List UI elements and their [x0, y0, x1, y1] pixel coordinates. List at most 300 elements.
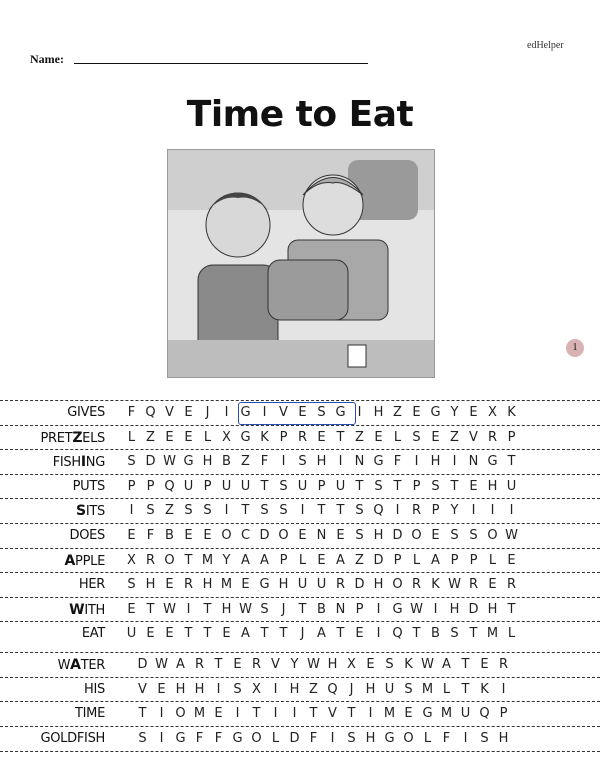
- grid-letter[interactable]: A: [317, 626, 326, 642]
- grid-letter[interactable]: J: [205, 405, 210, 420]
- grid-letter[interactable]: I: [376, 626, 381, 642]
- grid-letter[interactable]: T: [393, 478, 402, 494]
- grid-letter[interactable]: T: [336, 429, 345, 445]
- grid-letter[interactable]: F: [146, 528, 155, 543]
- grid-letter[interactable]: G: [259, 577, 270, 593]
- grid-letter[interactable]: I: [330, 730, 335, 746]
- grid-letter[interactable]: N: [335, 601, 346, 617]
- grid-letter[interactable]: S: [127, 454, 136, 470]
- grid-letter[interactable]: K: [431, 577, 440, 593]
- letter-row: [122, 528, 521, 543]
- grid-letter[interactable]: F: [127, 405, 136, 420]
- target-word: PUTS: [72, 478, 105, 494]
- grid-letter[interactable]: G: [430, 405, 441, 420]
- grid-letter[interactable]: I: [490, 503, 495, 519]
- grid-letter[interactable]: I: [501, 681, 506, 697]
- grid-letter[interactable]: F: [442, 730, 451, 746]
- grid-letter[interactable]: T: [203, 626, 212, 642]
- grid-letter[interactable]: T: [146, 601, 155, 617]
- grid-letter[interactable]: S: [374, 478, 383, 494]
- grid-letter[interactable]: W: [239, 601, 252, 617]
- grid-letter[interactable]: G: [392, 601, 403, 617]
- grid-letter[interactable]: E: [355, 626, 364, 642]
- grid-letter[interactable]: H: [487, 478, 498, 494]
- grid-letter[interactable]: Y: [290, 657, 299, 672]
- grid-letter[interactable]: S: [431, 478, 440, 494]
- grid-letter[interactable]: Z: [355, 429, 364, 445]
- grid-letter[interactable]: T: [507, 454, 516, 470]
- grid-letter[interactable]: O: [392, 577, 403, 593]
- grid-letter[interactable]: P: [393, 552, 402, 568]
- target-word: GOLDFISH: [40, 730, 105, 746]
- grid-letter[interactable]: D: [259, 528, 270, 543]
- grid-letter[interactable]: E: [404, 706, 413, 722]
- grid-letter[interactable]: W: [163, 601, 176, 617]
- grid-letter[interactable]: P: [507, 429, 516, 445]
- grid-letter[interactable]: K: [260, 429, 269, 445]
- target-word: HER: [78, 577, 105, 593]
- grid-letter[interactable]: R: [297, 429, 308, 445]
- grid-letter[interactable]: M: [440, 706, 453, 722]
- grid-letter[interactable]: I: [186, 601, 191, 617]
- grid-letter[interactable]: P: [431, 503, 440, 519]
- grid-letter[interactable]: S: [203, 503, 212, 519]
- grid-letter[interactable]: R: [251, 657, 262, 672]
- grid-letter[interactable]: A: [431, 552, 440, 568]
- grid-letter[interactable]: E: [317, 552, 326, 568]
- grid-letter[interactable]: A: [241, 626, 250, 642]
- grid-letter[interactable]: S: [279, 503, 288, 519]
- name-field-line: [74, 63, 368, 64]
- grid-letter[interactable]: B: [222, 454, 231, 470]
- grid-letter[interactable]: V: [328, 706, 337, 722]
- grid-letter[interactable]: E: [488, 577, 497, 593]
- grid-letter[interactable]: O: [403, 730, 414, 746]
- grid-letter[interactable]: S: [298, 454, 307, 470]
- grid-letter[interactable]: P: [279, 552, 288, 568]
- grid-letter[interactable]: S: [412, 429, 421, 445]
- grid-letter[interactable]: W: [163, 454, 176, 470]
- grid-letter[interactable]: Y: [450, 503, 459, 519]
- grid-letter[interactable]: J: [300, 626, 305, 642]
- grid-letter[interactable]: H: [498, 730, 509, 746]
- grid-letter[interactable]: S: [279, 478, 288, 494]
- grid-letter[interactable]: U: [240, 478, 251, 494]
- grid-letter[interactable]: X: [127, 552, 136, 568]
- grid-letter[interactable]: W: [155, 657, 168, 672]
- grid-letter[interactable]: K: [507, 405, 516, 420]
- grid-letter[interactable]: W: [448, 577, 461, 593]
- grid-letter[interactable]: I: [292, 706, 297, 722]
- grid-letter[interactable]: E: [184, 429, 193, 445]
- grid-letter[interactable]: X: [488, 405, 497, 420]
- grid-letter[interactable]: Y: [222, 552, 231, 568]
- grid-letter[interactable]: H: [365, 681, 376, 697]
- grid-letter[interactable]: L: [203, 429, 212, 445]
- grid-letter[interactable]: P: [499, 706, 508, 722]
- grid-letter[interactable]: H: [221, 601, 232, 617]
- grid-letter[interactable]: T: [214, 657, 223, 672]
- grid-letter[interactable]: R: [498, 657, 509, 672]
- grid-letter[interactable]: H: [202, 454, 213, 470]
- grid-letter[interactable]: I: [129, 503, 134, 519]
- grid-letter[interactable]: G: [175, 730, 186, 746]
- grid-letter[interactable]: Z: [393, 405, 402, 420]
- grid-letter[interactable]: F: [195, 730, 204, 746]
- grid-letter[interactable]: T: [347, 706, 356, 722]
- grid-letter[interactable]: O: [175, 706, 186, 722]
- grid-letter[interactable]: H: [487, 601, 498, 617]
- grid-letter[interactable]: L: [271, 730, 280, 746]
- grid-letter[interactable]: I: [235, 706, 240, 722]
- grid-letter[interactable]: T: [317, 503, 326, 519]
- grid-letter[interactable]: V: [279, 405, 288, 420]
- grid-letter[interactable]: H: [316, 454, 327, 470]
- grid-letter[interactable]: H: [449, 601, 460, 617]
- grid-letter[interactable]: I: [509, 503, 514, 519]
- grid-letter[interactable]: D: [468, 601, 479, 617]
- grid-letter[interactable]: E: [203, 528, 212, 543]
- grid-letter[interactable]: D: [392, 528, 403, 543]
- grid-letter[interactable]: B: [317, 601, 326, 617]
- grid-letter[interactable]: E: [157, 681, 166, 697]
- grid-letter[interactable]: T: [450, 478, 459, 494]
- grid-letter[interactable]: R: [145, 552, 156, 568]
- grid-letter[interactable]: L: [442, 681, 451, 697]
- grid-letter[interactable]: I: [414, 454, 419, 470]
- grid-letter[interactable]: T: [203, 601, 212, 617]
- letter-row: [122, 626, 521, 641]
- grid-letter[interactable]: E: [374, 429, 383, 445]
- grid-letter[interactable]: E: [214, 706, 223, 722]
- grid-letter[interactable]: G: [232, 730, 243, 746]
- grid-letter[interactable]: I: [159, 706, 164, 722]
- grid-letter[interactable]: S: [317, 405, 326, 420]
- grid-letter[interactable]: R: [335, 577, 346, 593]
- grid-letter[interactable]: U: [297, 478, 308, 494]
- grid-letter[interactable]: I: [357, 405, 362, 420]
- name-label: Name:: [30, 52, 64, 66]
- grid-letter[interactable]: L: [127, 429, 136, 445]
- grid-letter[interactable]: M: [486, 626, 499, 642]
- grid-letter[interactable]: S: [355, 503, 364, 519]
- grid-letter[interactable]: T: [461, 657, 470, 672]
- target-word: GIVES: [67, 405, 105, 420]
- grid-letter[interactable]: I: [395, 503, 400, 519]
- grid-letter[interactable]: S: [355, 528, 364, 543]
- grid-letter[interactable]: K: [404, 657, 413, 672]
- grid-letter[interactable]: O: [278, 528, 289, 543]
- grid-letter[interactable]: E: [412, 405, 421, 420]
- grid-letter[interactable]: O: [411, 528, 422, 543]
- grid-letter[interactable]: T: [252, 706, 261, 722]
- grid-letter[interactable]: K: [480, 681, 489, 697]
- grid-letter[interactable]: H: [194, 681, 205, 697]
- grid-letter[interactable]: W: [421, 657, 434, 672]
- grid-letter[interactable]: U: [126, 626, 137, 642]
- grid-letter[interactable]: H: [202, 577, 213, 593]
- grid-letter[interactable]: P: [127, 478, 136, 494]
- grid-letter[interactable]: I: [224, 405, 229, 420]
- grid-letter[interactable]: T: [469, 626, 478, 642]
- grid-letter[interactable]: E: [222, 626, 231, 642]
- grid-letter[interactable]: W: [307, 657, 320, 672]
- grid-letter[interactable]: O: [487, 528, 498, 543]
- grid-letter[interactable]: B: [165, 528, 174, 543]
- grid-letter[interactable]: M: [193, 706, 206, 722]
- grid-letter[interactable]: G: [487, 454, 498, 470]
- grid-letter[interactable]: E: [431, 429, 440, 445]
- grid-letter[interactable]: A: [336, 552, 345, 568]
- grid-letter[interactable]: U: [297, 577, 308, 593]
- grid-letter[interactable]: Z: [146, 429, 155, 445]
- grid-letter[interactable]: L: [488, 552, 497, 568]
- grid-letter[interactable]: N: [316, 528, 327, 543]
- grid-letter[interactable]: S: [404, 681, 413, 697]
- grid-letter[interactable]: J: [349, 681, 354, 697]
- grid-letter[interactable]: R: [183, 577, 194, 593]
- grid-letter[interactable]: Q: [145, 405, 156, 420]
- grid-letter[interactable]: Z: [241, 454, 250, 470]
- grid-letter[interactable]: M: [383, 706, 396, 722]
- grid-letter[interactable]: I: [452, 454, 457, 470]
- grid-letter[interactable]: F: [260, 454, 269, 470]
- grid-letter[interactable]: S: [260, 601, 269, 617]
- grid-letter[interactable]: U: [335, 478, 346, 494]
- grid-letter[interactable]: U: [221, 478, 232, 494]
- grid-letter[interactable]: Q: [164, 478, 175, 494]
- grid-letter[interactable]: I: [262, 405, 267, 420]
- grid-letter[interactable]: E: [480, 657, 489, 672]
- letter-row: [122, 602, 521, 617]
- grid-letter[interactable]: T: [260, 478, 269, 494]
- grid-letter[interactable]: I: [216, 681, 221, 697]
- grid-letter[interactable]: T: [355, 478, 364, 494]
- grid-letter[interactable]: E: [127, 528, 136, 543]
- grid-letter[interactable]: T: [184, 626, 193, 642]
- grid-letter[interactable]: T: [138, 706, 147, 722]
- grid-letter[interactable]: I: [300, 503, 305, 519]
- grid-letter[interactable]: G: [240, 429, 251, 445]
- grid-letter[interactable]: L: [423, 730, 432, 746]
- grid-letter[interactable]: W: [410, 601, 423, 617]
- grid-letter[interactable]: Z: [355, 552, 364, 568]
- grid-letter[interactable]: E: [317, 429, 326, 445]
- grid-letter[interactable]: H: [430, 454, 441, 470]
- grid-letter[interactable]: H: [365, 730, 376, 746]
- grid-letter[interactable]: S: [233, 681, 242, 697]
- grid-letter[interactable]: R: [411, 503, 422, 519]
- grid-letter[interactable]: I: [368, 706, 373, 722]
- grid-letter[interactable]: X: [347, 657, 356, 672]
- grid-letter[interactable]: I: [463, 730, 468, 746]
- grid-letter[interactable]: Z: [450, 429, 459, 445]
- grid-letter[interactable]: G: [384, 730, 395, 746]
- grid-letter[interactable]: N: [468, 454, 479, 470]
- grid-letter[interactable]: E: [469, 405, 478, 420]
- grid-letter[interactable]: S: [138, 730, 147, 746]
- grid-letter[interactable]: T: [336, 626, 345, 642]
- grid-letter[interactable]: G: [240, 405, 251, 420]
- grid-letter[interactable]: U: [506, 478, 517, 494]
- grid-letter[interactable]: I: [471, 503, 476, 519]
- grid-letter[interactable]: I: [433, 601, 438, 617]
- grid-letter[interactable]: E: [184, 405, 193, 420]
- grid-letter[interactable]: X: [252, 681, 261, 697]
- grid-letter[interactable]: R: [194, 657, 205, 672]
- grid-letter[interactable]: M: [421, 681, 434, 697]
- grid-letter[interactable]: I: [281, 454, 286, 470]
- grid-letter[interactable]: T: [184, 552, 193, 568]
- grid-letter[interactable]: E: [336, 528, 345, 543]
- grid-letter[interactable]: T: [507, 601, 516, 617]
- grid-letter[interactable]: O: [164, 552, 175, 568]
- grid-letter[interactable]: Q: [327, 681, 338, 697]
- grid-letter[interactable]: I: [273, 681, 278, 697]
- grid-letter[interactable]: V: [165, 405, 174, 420]
- grid-letter[interactable]: D: [137, 657, 148, 672]
- grid-letter[interactable]: A: [442, 657, 451, 672]
- grid-letter[interactable]: S: [347, 730, 356, 746]
- grid-letter[interactable]: E: [469, 478, 478, 494]
- grid-letter[interactable]: E: [233, 657, 242, 672]
- grid-letter[interactable]: A: [260, 552, 269, 568]
- grid-letter[interactable]: A: [176, 657, 185, 672]
- grid-letter[interactable]: E: [165, 429, 174, 445]
- grid-letter[interactable]: S: [450, 626, 459, 642]
- grid-letter[interactable]: S: [469, 528, 478, 543]
- grid-letter[interactable]: P: [355, 601, 364, 617]
- grid-letter[interactable]: H: [145, 577, 156, 593]
- grid-letter[interactable]: E: [298, 405, 307, 420]
- grid-letter[interactable]: F: [214, 730, 223, 746]
- grid-letter[interactable]: I: [159, 730, 164, 746]
- grid-letter[interactable]: H: [289, 681, 300, 697]
- grid-letter[interactable]: T: [298, 601, 307, 617]
- grid-letter[interactable]: T: [241, 503, 250, 519]
- grid-letter[interactable]: H: [373, 528, 384, 543]
- grid-letter[interactable]: H: [373, 577, 384, 593]
- grid-letter[interactable]: A: [241, 552, 250, 568]
- grid-letter[interactable]: R: [487, 429, 498, 445]
- grid-letter[interactable]: V: [138, 681, 147, 697]
- grid-letter[interactable]: U: [316, 577, 327, 593]
- grid-letter[interactable]: Z: [165, 503, 174, 519]
- grid-letter[interactable]: X: [222, 429, 231, 445]
- grid-letter[interactable]: V: [469, 429, 478, 445]
- grid-letter[interactable]: M: [201, 552, 214, 568]
- grid-letter[interactable]: S: [450, 528, 459, 543]
- grid-letter[interactable]: T: [260, 626, 269, 642]
- grid-letter[interactable]: G: [422, 706, 433, 722]
- grid-letter[interactable]: S: [385, 657, 394, 672]
- grid-letter[interactable]: U: [460, 706, 471, 722]
- grid-letter[interactable]: S: [184, 503, 193, 519]
- grid-letter[interactable]: Z: [309, 681, 318, 697]
- grid-letter[interactable]: G: [373, 454, 384, 470]
- grid-letter[interactable]: T: [461, 681, 470, 697]
- grid-letter[interactable]: S: [146, 503, 155, 519]
- grid-letter[interactable]: D: [373, 552, 384, 568]
- grid-letter[interactable]: H: [278, 577, 289, 593]
- grid-letter[interactable]: R: [468, 577, 479, 593]
- grid-letter[interactable]: I: [224, 503, 229, 519]
- grid-letter[interactable]: G: [335, 405, 346, 420]
- grid-letter[interactable]: Y: [450, 405, 459, 420]
- grid-letter[interactable]: P: [450, 552, 459, 568]
- grid-letter[interactable]: T: [336, 503, 345, 519]
- grid-letter[interactable]: E: [507, 552, 516, 568]
- grid-letter[interactable]: P: [279, 429, 288, 445]
- grid-letter[interactable]: T: [279, 626, 288, 642]
- grid-letter[interactable]: R: [411, 577, 422, 593]
- grid-letter[interactable]: U: [384, 681, 395, 697]
- grid-letter[interactable]: B: [431, 626, 440, 642]
- grid-letter[interactable]: L: [412, 552, 421, 568]
- grid-letter[interactable]: E: [184, 528, 193, 543]
- grid-letter[interactable]: D: [145, 454, 156, 470]
- grid-letter[interactable]: E: [298, 528, 307, 543]
- grid-letter[interactable]: E: [366, 657, 375, 672]
- grid-letter[interactable]: J: [281, 601, 286, 617]
- grid-letter[interactable]: O: [251, 730, 262, 746]
- grid-letter[interactable]: P: [317, 478, 326, 494]
- grid-letter[interactable]: S: [127, 577, 136, 593]
- grid-letter[interactable]: G: [183, 454, 194, 470]
- grid-letter[interactable]: I: [338, 454, 343, 470]
- grid-letter[interactable]: P: [469, 552, 478, 568]
- grid-letter[interactable]: I: [273, 706, 278, 722]
- grid-letter[interactable]: M: [220, 577, 233, 593]
- grid-letter[interactable]: F: [309, 730, 318, 746]
- grid-letter[interactable]: D: [289, 730, 300, 746]
- grid-letter[interactable]: T: [412, 626, 421, 642]
- grid-letter[interactable]: Q: [373, 503, 384, 519]
- grid-letter[interactable]: W: [505, 528, 518, 543]
- grid-letter[interactable]: C: [240, 528, 251, 543]
- grid-letter[interactable]: S: [260, 503, 269, 519]
- grid-letter[interactable]: L: [393, 429, 402, 445]
- grid-letter[interactable]: P: [203, 478, 212, 494]
- grid-letter[interactable]: H: [175, 681, 186, 697]
- grid-letter[interactable]: I: [376, 601, 381, 617]
- grid-letter[interactable]: E: [431, 528, 440, 543]
- grid-letter[interactable]: E: [241, 577, 250, 593]
- grid-letter[interactable]: U: [183, 478, 194, 494]
- grid-letter[interactable]: V: [271, 657, 280, 672]
- grid-letter[interactable]: P: [146, 478, 155, 494]
- grid-letter[interactable]: H: [327, 657, 338, 672]
- grid-letter[interactable]: N: [354, 454, 365, 470]
- grid-letter[interactable]: Q: [392, 626, 403, 642]
- grid-letter[interactable]: T: [309, 706, 318, 722]
- grid-letter[interactable]: E: [165, 626, 174, 642]
- grid-letter[interactable]: L: [507, 626, 516, 642]
- grid-letter[interactable]: Q: [479, 706, 490, 722]
- grid-letter[interactable]: F: [393, 454, 402, 470]
- grid-letter[interactable]: S: [480, 730, 489, 746]
- grid-letter[interactable]: L: [298, 552, 307, 568]
- grid-letter[interactable]: O: [221, 528, 232, 543]
- letter-row: [133, 657, 513, 672]
- grid-letter[interactable]: E: [127, 601, 136, 617]
- grid-letter[interactable]: E: [146, 626, 155, 642]
- grid-letter[interactable]: D: [354, 577, 365, 593]
- grid-letter[interactable]: R: [506, 577, 517, 593]
- grid-letter[interactable]: H: [373, 405, 384, 420]
- grid-letter[interactable]: E: [165, 577, 174, 593]
- grid-letter[interactable]: P: [412, 478, 421, 494]
